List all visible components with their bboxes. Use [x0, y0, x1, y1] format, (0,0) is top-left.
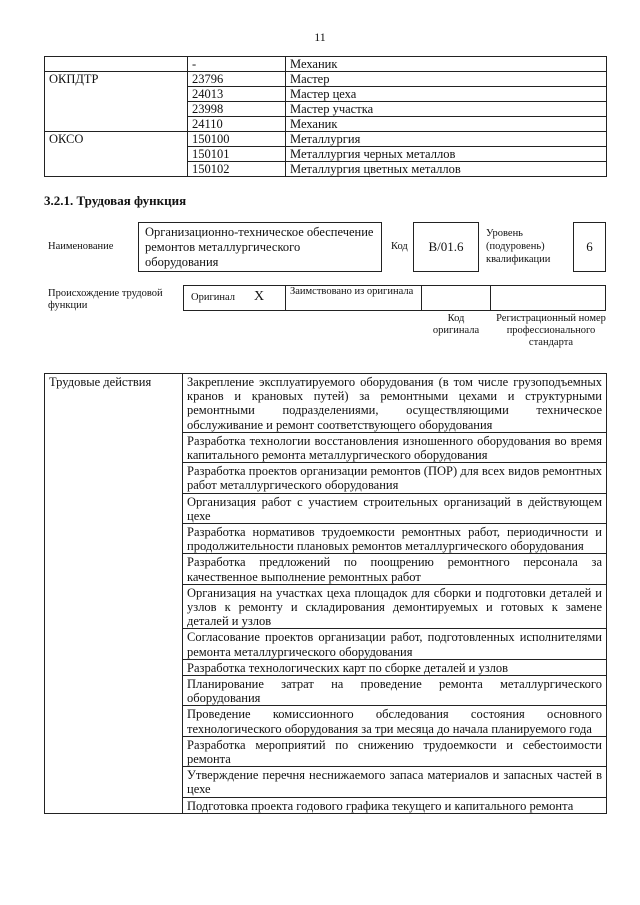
origin-divider-3	[490, 285, 491, 311]
action-item: Разработка проектов организации ремонтов (ПОР) для всех видов ремонтных работ металлургического оборудования	[183, 463, 607, 493]
level-label: Уровень (подуровень) квалификации	[486, 228, 551, 265]
action-item: Организация работ с участием строительных организаций в действующем цехе	[183, 493, 607, 523]
reg-number-caption: Регистрационный номер профессионального стандарта	[496, 313, 606, 348]
classifier-name	[45, 57, 188, 72]
action-item: Разработка нормативов трудоемкости ремонтных работ, периодичности и продолжительности плановых ремонтов металлургического оборудования	[183, 524, 607, 554]
classifier-code: 150101	[188, 147, 286, 162]
origin-divider-2	[421, 285, 422, 311]
function-code-box	[413, 222, 479, 272]
classifier-title: Металлургия цветных металлов	[286, 162, 607, 177]
classifier-name: ОКПДТР	[45, 72, 188, 132]
classifier-name: ОКСО	[45, 132, 188, 177]
action-item: Разработка технологических карт по сборке деталей и узлов	[183, 659, 607, 675]
action-item: Планирование затрат на проведение ремонта металлургического оборудования	[183, 676, 607, 706]
classifier-title: Механик	[286, 117, 607, 132]
action-item: Организация на участках цеха площадок для сборки и подготовки деталей и узлов к ремонту и складирования демонтируемых и готовых к замене деталей и узлов	[183, 584, 607, 629]
classifier-title: Мастер цеха	[286, 87, 607, 102]
classification-table	[44, 56, 607, 177]
code-label: Код	[391, 241, 408, 252]
classifier-code: 24110	[188, 117, 286, 132]
classifier-code: 150100	[188, 132, 286, 147]
action-item: Закрепление эксплуатируемого оборудования (в том числе грузоподъемных кранов и крановых путей) за ремонтными цехами и структурными ремонтными подразделениями, осуществляющими техническое обслуживание и ремонт соответствующего оборудования	[183, 374, 607, 433]
section-title: 3.2.1. Трудовая функция	[44, 193, 187, 208]
original-label: Оригинал	[191, 292, 235, 303]
classifier-title: Мастер	[286, 72, 607, 87]
name-label: Наименование	[48, 241, 114, 252]
classifier-title: Мастер участка	[286, 102, 607, 117]
origin-divider-1	[285, 285, 286, 311]
classifier-code: 24013	[188, 87, 286, 102]
actions-label: Трудовые действия	[45, 374, 183, 814]
action-item: Разработка технологии восстановления изношенного оборудования во время капитального ремонта металлургического оборудования	[183, 432, 607, 462]
classifier-code: 23998	[188, 102, 286, 117]
action-item: Разработка мероприятий по снижению трудоемкости и себестоимости ремонта	[183, 736, 607, 766]
action-item: Проведение комиссионного обследования состояния основного технологического оборудования за три месяца до начала планируемого года	[183, 706, 607, 736]
classifier-code: 150102	[188, 162, 286, 177]
action-item: Утверждение перечня неснижаемого запаса материалов и запасных частей в цехе	[183, 767, 607, 797]
action-item: Согласование проектов организации работ, подготовленных исполнителями ремонта металлургического оборудования	[183, 629, 607, 659]
labor-actions-table	[44, 373, 607, 814]
classifier-title: Металлургия черных металлов	[286, 147, 607, 162]
table-row	[45, 72, 607, 87]
original-mark: X	[254, 289, 265, 304]
classifier-title: Механик	[286, 57, 607, 72]
table-row	[45, 57, 607, 72]
level-value: 6	[586, 239, 593, 254]
function-name-box	[138, 222, 382, 272]
code-original-caption: Код оригинала	[432, 313, 480, 336]
classifier-code: -	[188, 57, 286, 72]
table-row	[45, 132, 607, 147]
borrowed-label: Заимствовано из оригинала	[290, 286, 414, 297]
action-item: Разработка предложений по поощрению ремонтного персонала за качественное выполнение ремонтных работ	[183, 554, 607, 584]
level-box	[573, 222, 606, 272]
function-code-value: B/01.6	[428, 239, 464, 254]
classifier-title: Металлургия	[286, 132, 607, 147]
page-number: 11	[314, 30, 326, 44]
classifier-code: 23796	[188, 72, 286, 87]
origin-label: Происхождение трудовой функции	[48, 288, 163, 311]
function-name-value: Организационно-техническое обеспечение ремонтов металлургического оборудования	[145, 225, 374, 269]
action-item: Подготовка проекта годового графика текущего и капитального ремонта	[183, 797, 607, 813]
table-row	[45, 374, 607, 433]
